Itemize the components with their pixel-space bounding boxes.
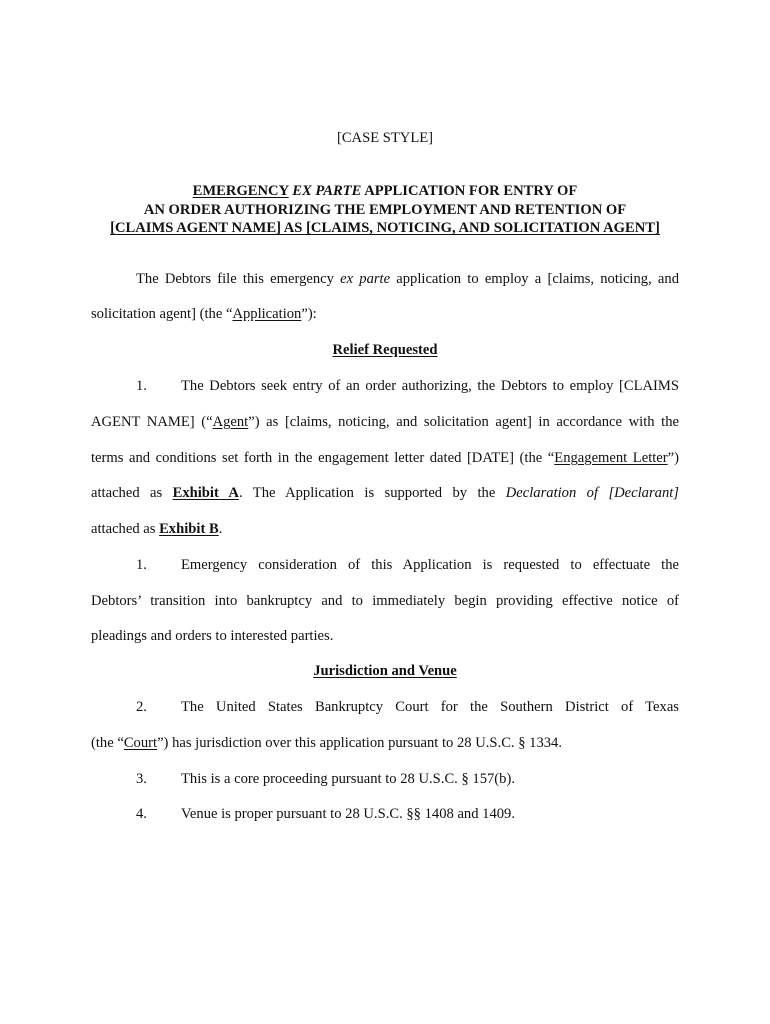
para-1-line-2: AGENT NAME] (“Agent”) as [claims, noticing, and solicitation agent] in accordance with the <box>91 414 679 430</box>
title-line-1-rest: APPLICATION FOR ENTRY OF <box>364 183 578 199</box>
para-3: 3. This is a core proceeding pursuant to 28 U.S.C. § 157(b). <box>136 771 515 787</box>
title-line-3: [CLAIMS AGENT NAME] AS [CLAIMS, NOTICING, AND SOLICITATION AGENT] <box>110 220 660 236</box>
para-2-line-2: (the “Court”) has jurisdiction over this application pursuant to 28 U.S.C. § 1334. <box>91 735 563 751</box>
defined-term-court: Court <box>123 735 158 751</box>
document-title <box>0 182 770 238</box>
para-number: 3. <box>136 771 147 787</box>
para-1-line-3: terms and conditions set forth in the engagement letter dated [DATE] (the “Engagement Letter”) <box>91 450 679 466</box>
para-number: 1. <box>136 557 147 573</box>
heading-jurisdiction-venue: Jurisdiction and Venue <box>313 663 457 679</box>
case-style: [CASE STYLE] <box>336 130 434 146</box>
defined-term-agent: Agent <box>212 414 249 430</box>
para-number: 1. <box>136 378 147 394</box>
defined-term-application: Application <box>232 306 302 322</box>
para-number: 2. <box>136 699 147 715</box>
para-1-line-4: attached as Exhibit A. The Application is supported by the Declaration of [Declarant] <box>91 485 679 501</box>
intro-line-2: solicitation agent] (the “Application”): <box>91 306 317 322</box>
exhibit-a-ref: Exhibit A <box>172 485 239 501</box>
para-1-line-1: 1. The Debtors seek entry of an order authorizing, the Debtors to employ [CLAIMS <box>136 378 679 394</box>
defined-term-engagement-letter: Engagement Letter <box>554 450 668 466</box>
exhibit-b-ref: Exhibit B <box>159 521 219 537</box>
para-1b-line-2: Debtors’ transition into bankruptcy and to immediately begin providing effective notice of <box>91 593 679 609</box>
title-ex-parte: EX PARTE <box>292 183 362 199</box>
para-4: 4. Venue is proper pursuant to 28 U.S.C. §§ 1408 and 1409. <box>136 806 516 822</box>
para-1-line-5: attached as Exhibit B. <box>91 521 223 537</box>
para-1b-line-3: pleadings and orders to interested parties. <box>91 628 334 644</box>
para-number: 4. <box>136 806 147 822</box>
title-line-1 <box>0 182 770 201</box>
title-line-2: AN ORDER AUTHORIZING THE EMPLOYMENT AND RETENTION OF <box>143 201 627 218</box>
para-2-line-1: 2. The United States Bankruptcy Court for the Southern District of Texas <box>136 699 679 715</box>
title-emergency: EMERGENCY <box>192 183 289 199</box>
intro-line-1: The Debtors file this emergency ex parte application to employ a [claims, noticing, and <box>136 271 679 287</box>
para-1b-line-1: 1. Emergency consideration of this Application is requested to effectuate the <box>136 557 679 573</box>
heading-relief-requested: Relief Requested <box>332 342 438 358</box>
